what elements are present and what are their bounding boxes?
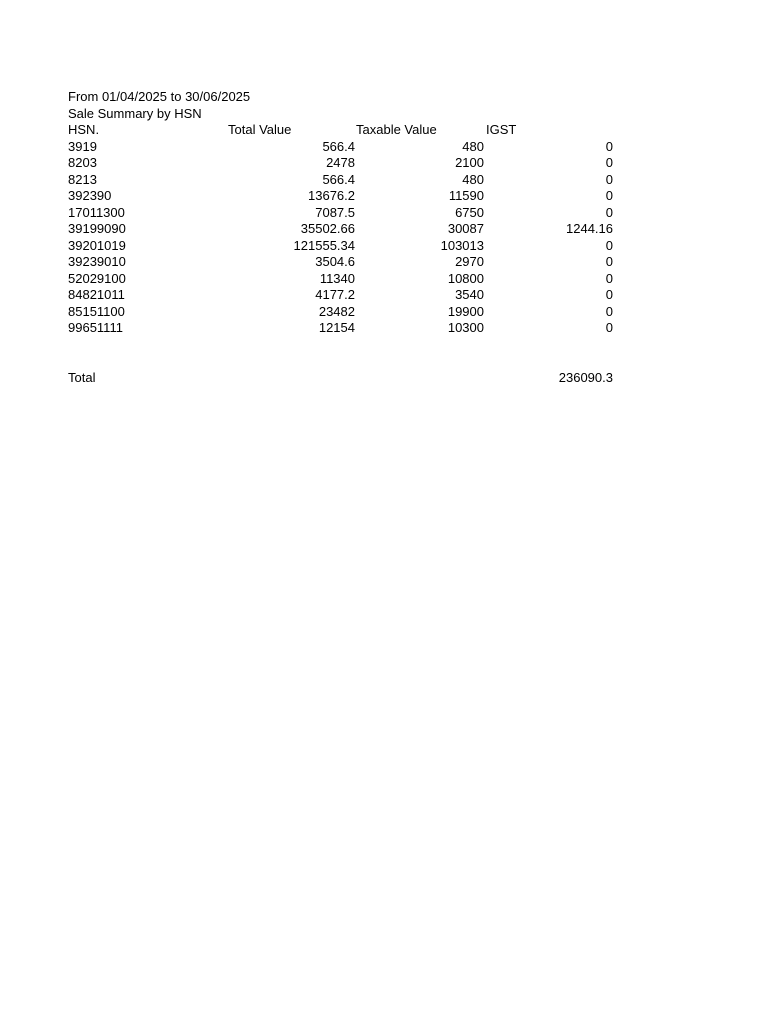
cell-hsn: 39199090 [68,221,126,236]
table-row [68,172,628,189]
table-row [68,221,628,238]
cell-igst: 0 [605,138,613,154]
spacer [68,337,628,370]
header-igst: IGST [486,122,517,137]
cell-taxable-value: 103013 [440,237,484,253]
cell-igst: 1244.16 [566,221,613,236]
cell-total-value: 566.4 [322,171,355,187]
header-taxable-value: Taxable Value [356,122,437,137]
table-row [68,188,628,205]
total-row [68,370,628,387]
total-value: 236090.3 [558,369,613,385]
cell-taxable-value: 19900 [447,303,484,319]
table-row [68,287,628,304]
cell-hsn: 52029100 [68,270,126,286]
table-row [68,155,628,172]
header-total-value: Total Value [228,122,292,137]
total-label: Total [68,369,96,385]
cell-hsn: 85151100 [68,303,125,319]
table-row [68,205,628,222]
cell-igst: 0 [605,254,613,269]
cell-taxable-value: 2100 [455,155,484,170]
cell-taxable-value: 3540 [455,287,484,302]
cell-igst: 0 [605,204,613,220]
cell-igst: 0 [605,303,613,319]
cell-hsn: 17011300 [68,204,125,220]
cell-igst: 0 [605,287,613,302]
cell-total-value: 35502.66 [300,221,355,236]
cell-hsn: 3919 [68,138,97,154]
cell-total-value: 2478 [326,155,355,170]
cell-taxable-value: 11590 [448,188,484,203]
cell-igst: 0 [605,171,613,187]
cell-igst: 0 [605,155,613,170]
cell-taxable-value: 2970 [455,254,484,269]
cell-hsn: 392390 [68,188,112,203]
cell-hsn: 84821011 [68,287,125,302]
cell-hsn: 8203 [68,155,97,170]
cell-hsn: 39239010 [68,254,126,269]
date-range: From 01/04/2025 to 30/06/2025 [68,89,251,104]
cell-igst: 0 [605,237,613,253]
table-row [68,254,628,271]
cell-total-value: 23482 [318,303,355,319]
cell-total-value: 121555.34 [293,237,355,253]
cell-total-value: 566.4 [322,138,355,154]
table-row [68,139,628,156]
cell-total-value: 12154 [318,320,355,335]
header-hsn: HSN. [68,122,100,137]
cell-total-value: 11340 [319,270,355,286]
cell-hsn: 39201019 [68,237,126,253]
cell-hsn: 8213 [68,171,97,187]
cell-taxable-value: 10300 [447,320,484,335]
cell-taxable-value: 30087 [447,221,484,236]
table-row [68,271,628,288]
cell-igst: 0 [605,188,613,203]
cell-total-value: 13676.2 [308,188,355,203]
cell-total-value: 3504.6 [315,254,355,269]
cell-hsn: 99651111 [68,320,123,335]
report-title: Sale Summary by HSN [68,105,202,121]
cell-taxable-value: 10800 [447,270,484,286]
cell-taxable-value: 480 [462,171,484,187]
cell-igst: 0 [605,270,613,286]
table-row [68,238,628,255]
table-body [68,139,628,337]
cell-taxable-value: 480 [462,138,484,154]
cell-total-value: 4177.2 [315,287,355,302]
table-header [68,122,628,139]
cell-total-value: 7087.5 [315,204,355,220]
cell-igst: 0 [605,320,613,335]
table-row [68,320,628,337]
table-row [68,304,628,321]
cell-taxable-value: 6750 [455,204,484,220]
report-sheet [68,89,628,386]
